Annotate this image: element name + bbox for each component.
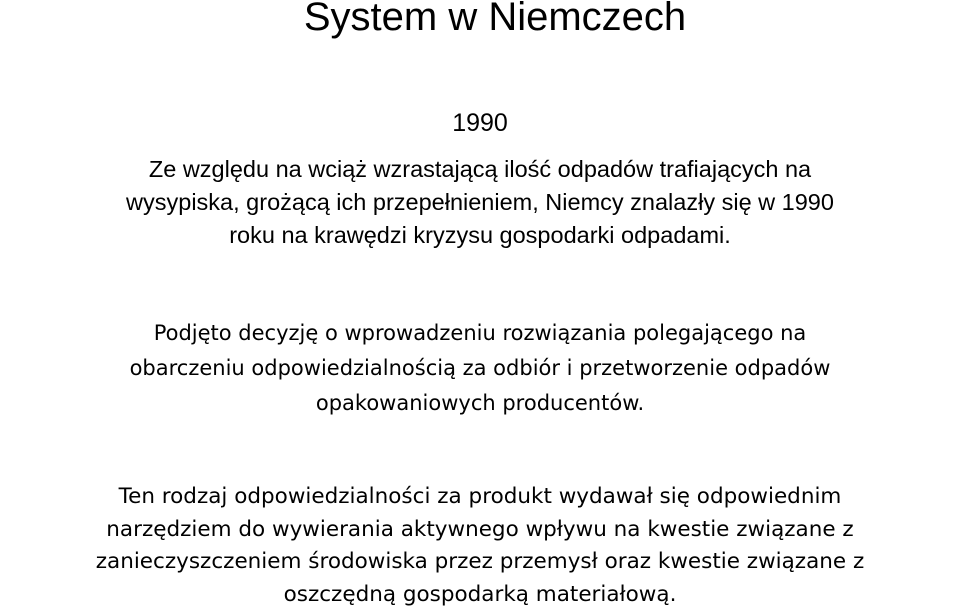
paragraph-line: zanieczyszczeniem środowiska przez przemysł oraz kwestie związane z <box>95 549 865 574</box>
year-label: 1990 <box>452 109 508 137</box>
paragraph-line: Ten rodzaj odpowiedzialności za produkt wydawał się odpowiednim <box>118 484 842 509</box>
slide-title: System w Niemczech <box>303 0 687 39</box>
paragraph-crisis <box>0 153 960 252</box>
paragraph-line: wysypiska, grożącą ich przepełnieniem, Niemcy znalazły się w 1990 <box>126 189 834 215</box>
paragraph-line: oszczędną gospodarką materiałową. <box>283 581 677 607</box>
paragraph-line: roku na krawędzi kryzysu gospodarki odpadami. <box>229 222 731 248</box>
paragraph-line: narzędziem do wywierania aktywnego wpływu na kwestie związane z <box>106 516 854 542</box>
paragraph-line: Podjęto decyzję o wprowadzeniu rozwiązania polegającego na <box>153 321 807 345</box>
paragraph-responsibility <box>0 481 960 608</box>
paragraph-line: opakowaniowych producentów. <box>315 391 645 415</box>
paragraph-line: obarczeniu odpowiedzialnością za odbiór i przetworzenie odpadów <box>129 356 831 380</box>
paragraph-line: Ze względu na wciąż wzrastającą ilość odpadów trafiających na <box>148 156 812 182</box>
paragraph-decision <box>0 316 960 421</box>
